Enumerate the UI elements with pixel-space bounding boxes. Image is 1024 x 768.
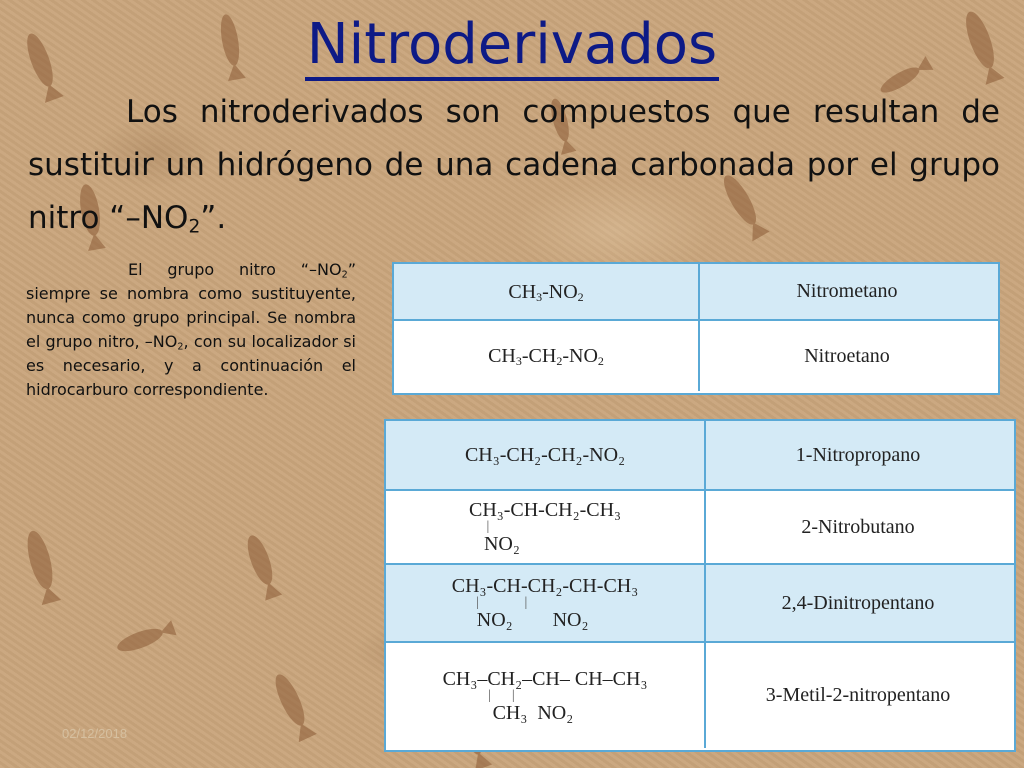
formula: CH₃-CH-CH₂-CH₃ | NO₂ <box>468 499 622 555</box>
side-text-3: , con su localizador si es necesario, y a continuación el hidrocarburo correspondiente. <box>26 332 356 399</box>
compound-name: 2-Nitrobutano <box>801 515 915 538</box>
footer-date: 02/12/2018 <box>62 726 128 741</box>
slide-title <box>0 12 1024 78</box>
side-subscript-2: 2 <box>177 341 184 353</box>
formula-cell <box>394 321 700 391</box>
formula-cell <box>386 565 706 641</box>
compound-name: 2,4-Dinitropentano <box>781 591 935 614</box>
formula: $CH_3-NO_2$ <box>508 280 584 304</box>
formula-cell <box>386 421 706 489</box>
formula-cell <box>386 491 706 563</box>
formula: CH₃-CH₂-CH₂-NO₂ <box>464 444 626 466</box>
intro-subscript: 2 <box>188 216 201 238</box>
table-row <box>394 264 998 321</box>
table-row <box>386 491 1014 565</box>
formula: CH₃–CH₂–CH– CH–CH₃ | | CH₃ NO₂ <box>442 667 648 724</box>
formula: $CH_3-CH_2-NO_2$ <box>488 345 604 368</box>
name-cell <box>706 491 1010 563</box>
formula-cell <box>394 264 700 319</box>
title-text: Nitroderivados <box>305 12 719 81</box>
compound-name: 3-Metil-2-nitropentano <box>765 684 951 706</box>
name-cell <box>706 565 1010 641</box>
name-cell <box>706 643 1010 748</box>
formula-cell <box>386 643 706 748</box>
name-cell <box>700 321 994 391</box>
intro-paragraph <box>28 86 1000 245</box>
simple-nitro-table <box>392 262 1000 395</box>
table-row <box>386 421 1014 491</box>
side-text-1: El grupo nitro “–NO <box>128 260 342 279</box>
compound-name: Nitroetano <box>804 344 890 367</box>
side-text-2: ” siempre se nombra como sustituyente, nunca como grupo principal. Se nombra el grupo nitro, –NO <box>26 260 356 351</box>
compound-name: Nitrometano <box>796 280 898 302</box>
side-subscript-1: 2 <box>341 269 348 281</box>
compound-name: 1-Nitropropano <box>795 443 921 466</box>
name-cell <box>700 264 994 319</box>
intro-text: Los nitroderivados son compuestos que resultan de sustituir un hidrógeno de una cadena carbonada por el grupo nitro “–NO <box>28 94 1000 236</box>
table-row <box>394 321 998 391</box>
substituted-nitro-table <box>384 419 1016 752</box>
table-row <box>386 565 1014 643</box>
intro-text-end: ”. <box>200 200 227 236</box>
name-cell <box>706 421 1010 489</box>
table-row <box>386 643 1014 748</box>
formula: CH₃-CH-CH₂-CH-CH₃ | | NO₂ NO₂ <box>451 575 639 631</box>
side-paragraph <box>26 258 356 402</box>
